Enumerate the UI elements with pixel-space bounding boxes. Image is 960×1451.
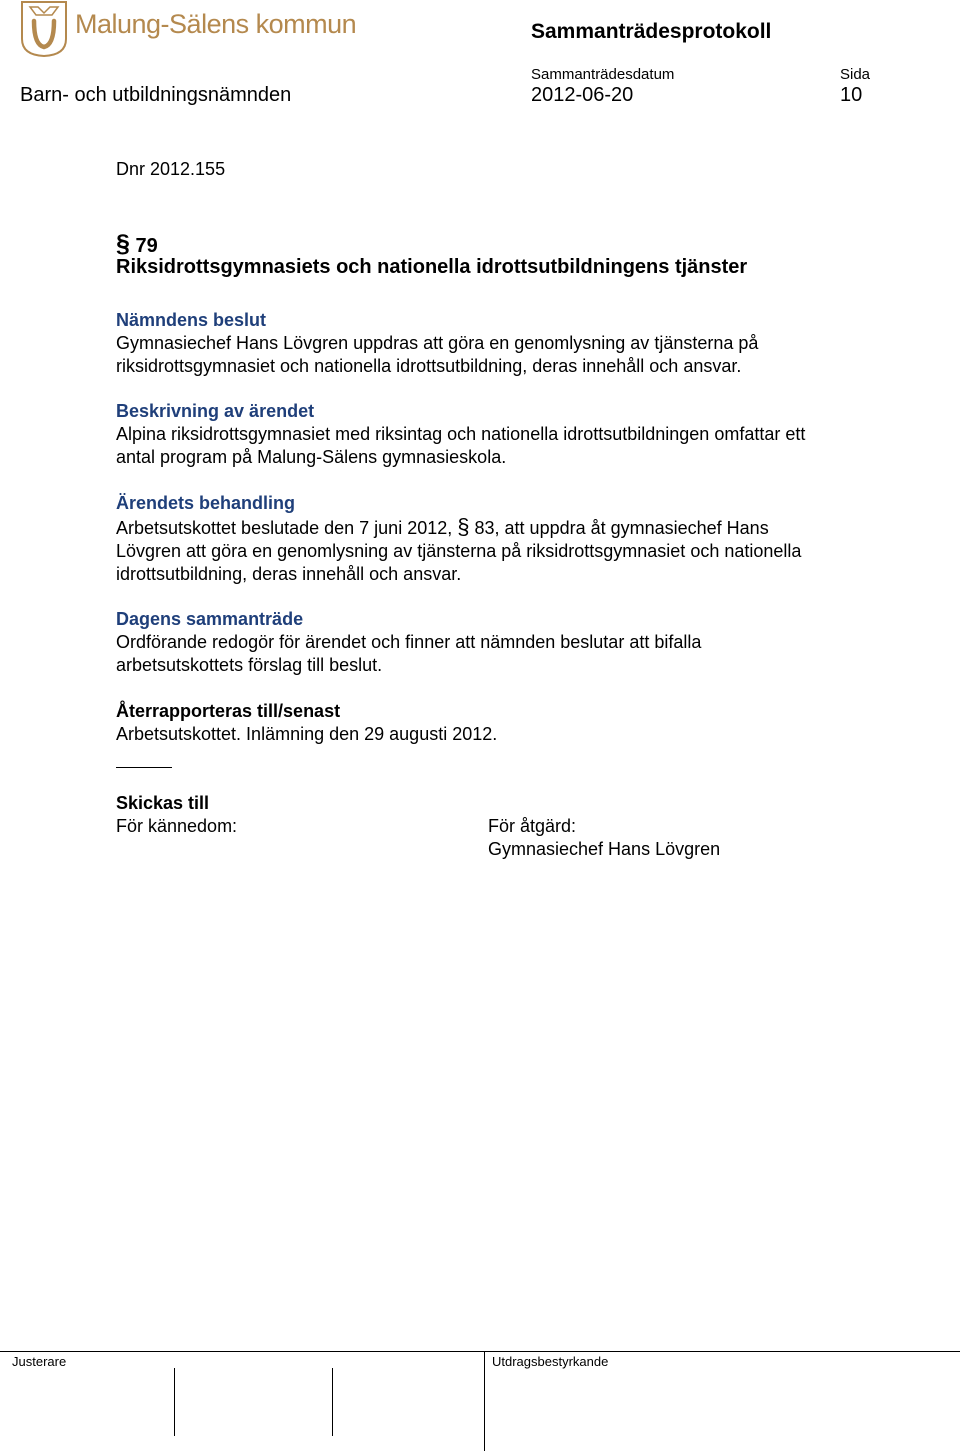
report-line: Arbetsutskottet. Inlämning den 29 augusti 2012. bbox=[116, 724, 498, 744]
handling-line-end: 83, att uppdra åt gymnasiechef Hans bbox=[474, 518, 769, 538]
handling-line-start: Arbetsutskottet beslutade den 7 juni 2012, bbox=[116, 518, 453, 538]
section-symbol: § bbox=[116, 230, 130, 258]
description-line: antal program på Malung-Sälens gymnasieskola. bbox=[116, 447, 507, 467]
diary-number: Dnr 2012.155 bbox=[116, 159, 226, 179]
horseshoe-emblem-icon bbox=[20, 1, 68, 57]
section-number bbox=[116, 230, 158, 259]
signature-box-line bbox=[332, 1368, 333, 1436]
committee-name: Barn- och utbildningsnämnden bbox=[20, 84, 292, 106]
handling-heading: Ärendets behandling bbox=[116, 493, 296, 513]
decision-line: riksidrottsgymnasiet och nationella idrottsutbildning, deras innehåll och ansvar. bbox=[116, 356, 742, 376]
meeting-line: Ordförande redogör för ärendet och finner att nämnden beslutar att bifalla bbox=[116, 632, 702, 652]
document-type-title: Sammanträdesprotokoll bbox=[531, 20, 772, 43]
meeting-line: arbetsutskottets förslag till beslut. bbox=[116, 655, 383, 675]
description-section bbox=[116, 400, 805, 469]
sendto-heading: Skickas till bbox=[116, 793, 210, 813]
sendto-action-recipient: Gymnasiechef Hans Lövgren bbox=[488, 839, 721, 859]
section-number-value: 79 bbox=[135, 235, 158, 257]
report-section bbox=[116, 700, 497, 746]
signature-box-line bbox=[484, 1352, 485, 1451]
section-symbol: § bbox=[457, 514, 470, 539]
logo-text: Malung-Sälens kommun bbox=[75, 9, 357, 39]
report-heading: Återrapporteras till/senast bbox=[116, 701, 341, 721]
utdrag-label: Utdragsbestyrkande bbox=[492, 1354, 609, 1369]
meeting-section bbox=[116, 608, 701, 677]
signature-box-line bbox=[174, 1368, 175, 1436]
footer-rule bbox=[0, 1351, 960, 1352]
document-title: Riksidrottsgymnasiets och nationella idrottsutbildningens tjänster bbox=[116, 256, 748, 278]
decision-heading: Nämndens beslut bbox=[116, 310, 267, 330]
justerare-label: Justerare bbox=[12, 1354, 67, 1369]
handling-line bbox=[116, 515, 801, 540]
description-heading: Beskrivning av ärendet bbox=[116, 401, 315, 421]
sendto-info-label: För kännedom: bbox=[116, 816, 238, 836]
decision-section bbox=[116, 309, 758, 378]
handling-section bbox=[116, 492, 801, 586]
meeting-heading: Dagens sammanträde bbox=[116, 609, 304, 629]
decision-line: Gymnasiechef Hans Lövgren uppdras att göra en genomlysning av tjänsterna på bbox=[116, 333, 759, 353]
page-label: Sida bbox=[840, 66, 871, 83]
handling-line: Lövgren att göra en genomlysning av tjänsterna på riksidrottsgymnasiet och nationella bbox=[116, 541, 802, 561]
logo bbox=[20, 1, 357, 57]
date-label: Sammanträdesdatum bbox=[531, 66, 675, 83]
separator-line bbox=[116, 767, 172, 768]
handling-line: idrottsutbildning, deras innehåll och ansvar. bbox=[116, 564, 462, 584]
meeting-date: 2012-06-20 bbox=[531, 84, 634, 106]
page-number: 10 bbox=[840, 84, 863, 106]
description-line: Alpina riksidrottsgymnasiet med riksintag och nationella idrottsutbildningen omfattar ett bbox=[116, 424, 806, 444]
sendto-action-label: För åtgärd: bbox=[488, 816, 577, 836]
